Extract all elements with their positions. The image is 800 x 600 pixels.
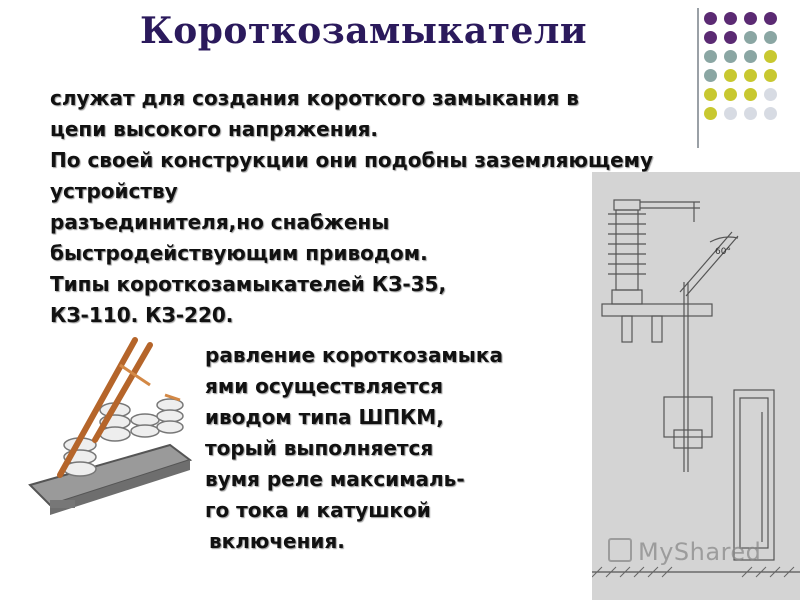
decorative-dot [764,107,777,120]
watermark-text: MyShared [638,538,762,566]
decorative-dot [744,107,757,120]
decorative-dot [744,88,757,101]
divider-line [697,8,699,148]
decorative-dot [744,69,757,82]
decorative-dot [764,12,777,25]
decorative-dot [764,88,777,101]
decorative-dot [764,69,777,82]
decorative-dot [704,107,717,120]
watermark-logo-icon [608,538,632,562]
text-line: служат для создания короткого замыкания в [50,86,579,110]
decorative-dot [704,31,717,44]
text-line: вумя реле максималь- [205,467,465,491]
decorative-dot [704,12,717,25]
description-text [50,83,653,331]
decorative-dot [704,50,717,63]
text-line: КЗ-110. КЗ-220. [50,303,234,327]
text-line: разъединителя,но снабжены [50,210,390,234]
decorative-dot [764,31,777,44]
decorative-dot [724,69,737,82]
angle-label: 60° [715,247,731,257]
decorative-dot-grid [704,12,800,132]
decorative-dot [704,69,717,82]
decorative-dot [744,12,757,25]
text-line: включения. [209,529,345,553]
decorative-dot [724,12,737,25]
text-line: Типы короткозамыкателей КЗ-35, [50,272,447,296]
decorative-dot [724,31,737,44]
decorative-dot [724,50,737,63]
decorative-dot [744,31,757,44]
drive-description-text [205,340,503,557]
decorative-dot [724,88,737,101]
decorative-dot [744,50,757,63]
text-line: ями осуществляется [205,374,443,398]
text-line: цепи высокого напряжения. [50,117,379,141]
decorative-dot [764,50,777,63]
text-line: иводом типа ШПКМ, [205,405,444,429]
text-line: торый выполняется [205,436,434,460]
short-circuiter-photo [20,325,200,525]
decorative-dot [704,88,717,101]
text-line: устройству [50,179,178,203]
text-line: го тока и катушкой [205,498,431,522]
watermark [608,538,761,566]
text-line: По своей конструкции они подобны заземляющему [50,148,654,172]
text-line: быстродействующим приводом. [50,241,428,265]
technical-drawing [592,172,800,600]
slide-title: Короткозамыкатели [140,10,588,52]
decorative-dot [724,107,737,120]
text-line: равление короткозамыка [205,343,503,367]
